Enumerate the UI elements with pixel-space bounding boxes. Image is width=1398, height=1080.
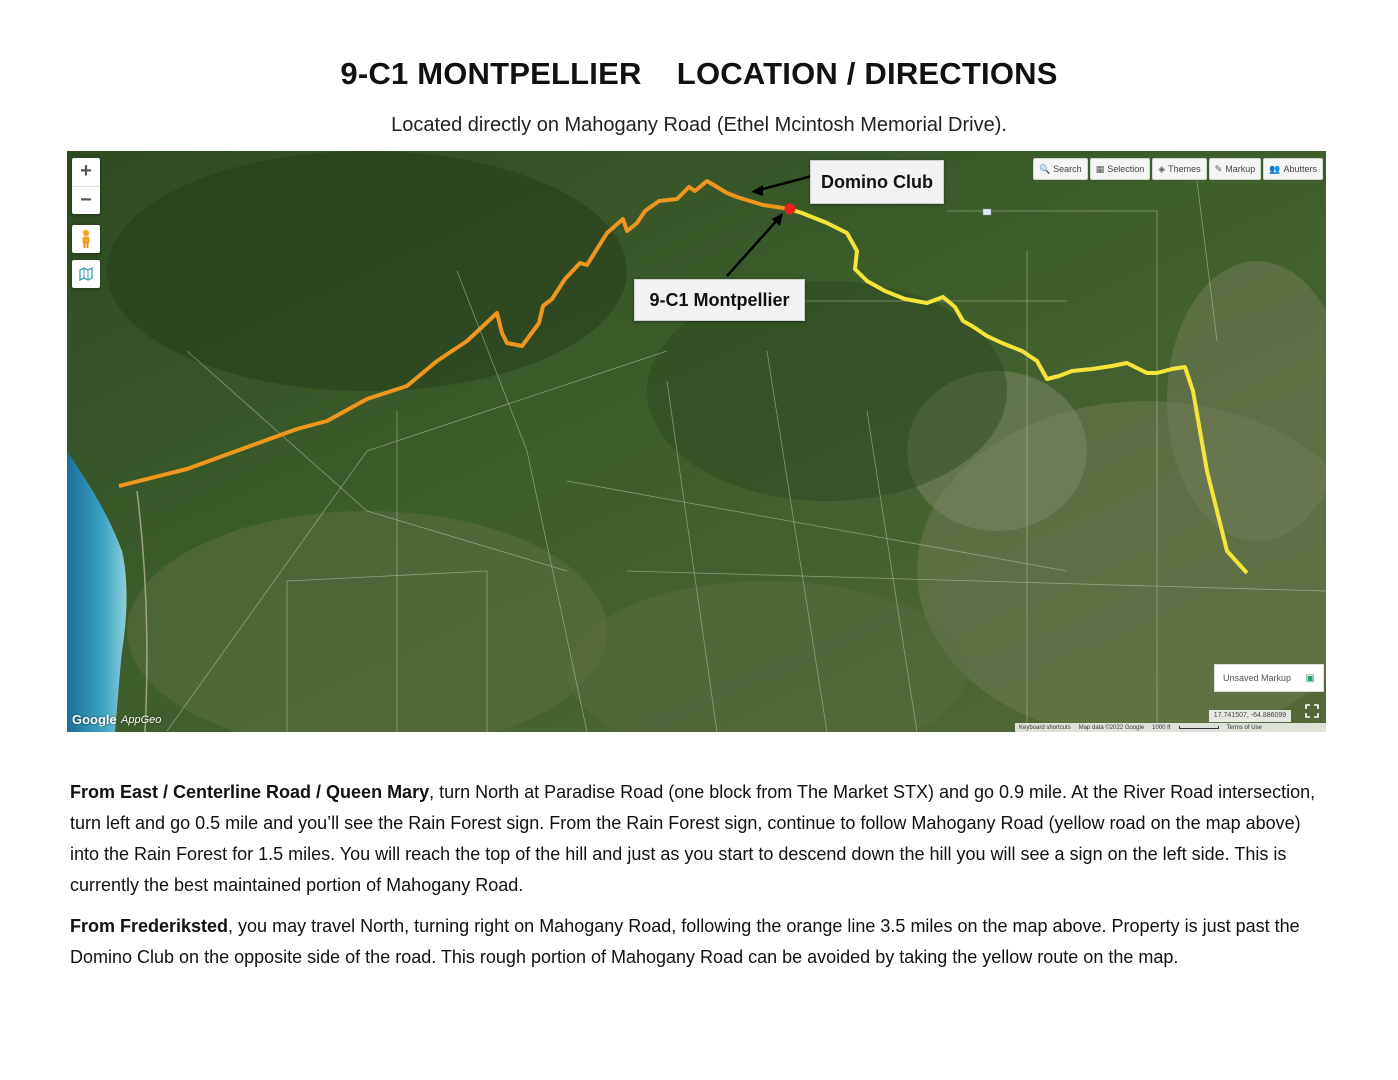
selection-label: Selection — [1107, 164, 1145, 174]
property-marker — [785, 204, 796, 215]
fullscreen-icon — [1305, 704, 1319, 718]
satellite-imagery — [67, 151, 1326, 732]
map-data-text: Map data ©2022 Google — [1078, 724, 1145, 731]
abutters-label: Abutters — [1283, 164, 1317, 174]
domino-club-callout: Domino Club — [810, 160, 944, 204]
search-label: Search — [1053, 164, 1082, 174]
themes-button[interactable] — [1152, 158, 1206, 180]
save-icon[interactable]: ▣ — [1305, 672, 1315, 684]
zoom-in-button[interactable]: + — [80, 160, 92, 182]
satellite-map[interactable] — [67, 151, 1326, 732]
pencil-icon: ✎ — [1214, 163, 1223, 174]
themes-label: Themes — [1168, 164, 1201, 174]
from-east-text: , turn North at Paradise Road (one block from The Market STX) and go 0.9 mile. At the River Road intersection, turn left and go 0.5 mile and you’ll see the Rain Forest sign. From the Rain Forest sign, continue to follow Mahogany Road (yellow road on the map above) into the Rain Forest for 1.5 miles. You will reach the top of the hill and just as you start to descend down the hill you will see a sign on the left side. This is currently the best maintained portion of Mahogany Road. — [70, 782, 1316, 895]
search-icon: 🔍 — [1038, 163, 1051, 174]
unsaved-markup-panel[interactable] — [1214, 664, 1324, 692]
abutters-button[interactable] — [1263, 158, 1323, 180]
zoom-controls — [72, 158, 100, 214]
map-layers-icon — [79, 267, 93, 281]
directions-from-east — [70, 777, 1330, 901]
map-toolbar — [1033, 158, 1323, 180]
search-button[interactable] — [1033, 158, 1088, 180]
scale-label: 1000 ft — [1152, 724, 1171, 731]
table-icon: ▦ — [1095, 163, 1105, 174]
appgeo-logo: AppGeo — [121, 714, 162, 726]
page-subtitle: Located directly on Mahogany Road (Ethel Mcintosh Memorial Drive). — [391, 114, 1007, 136]
fullscreen-button[interactable] — [1299, 698, 1325, 724]
map-attribution — [1015, 723, 1326, 732]
scale-bar — [1179, 726, 1219, 729]
map-layers-button[interactable] — [72, 260, 100, 288]
unsaved-markup-label: Unsaved Markup — [1223, 673, 1292, 683]
from-frederiksted-heading: From Frederiksted — [70, 916, 229, 936]
markup-label: Markup — [1225, 164, 1256, 174]
markup-button[interactable] — [1209, 158, 1262, 180]
montpellier-callout: 9-C1 Montpellier — [634, 279, 805, 321]
users-icon: 👥 — [1269, 163, 1281, 174]
coordinates-readout: 17.741507, -64.886099 — [1209, 710, 1291, 722]
directions-from-frederiksted — [70, 911, 1330, 973]
terms-link[interactable]: Terms of Use — [1226, 724, 1262, 731]
from-east-heading: From East / Centerline Road / Queen Mary — [70, 782, 430, 802]
layers-icon: ◈ — [1158, 163, 1166, 174]
pegman-icon — [79, 229, 93, 249]
zoom-out-button[interactable]: − — [72, 186, 100, 214]
page-title: 9-C1 MONTPELLIER LOCATION / DIRECTIONS — [340, 56, 1058, 91]
from-frederiksted-text: , you may travel North, turning right on Mahogany Road, following the orange line 3.5 miles on the map above. Property is just past the Domino Club on the opposite side of the road. This rough portion of Mahogany Road can be avoided by taking the yellow route on the map. — [70, 916, 1300, 967]
google-logo: Google — [72, 712, 117, 727]
keyboard-shortcuts-link[interactable]: Keyboard shortcuts — [1019, 724, 1071, 731]
selection-button[interactable] — [1090, 158, 1151, 180]
street-view-button[interactable] — [72, 225, 100, 253]
